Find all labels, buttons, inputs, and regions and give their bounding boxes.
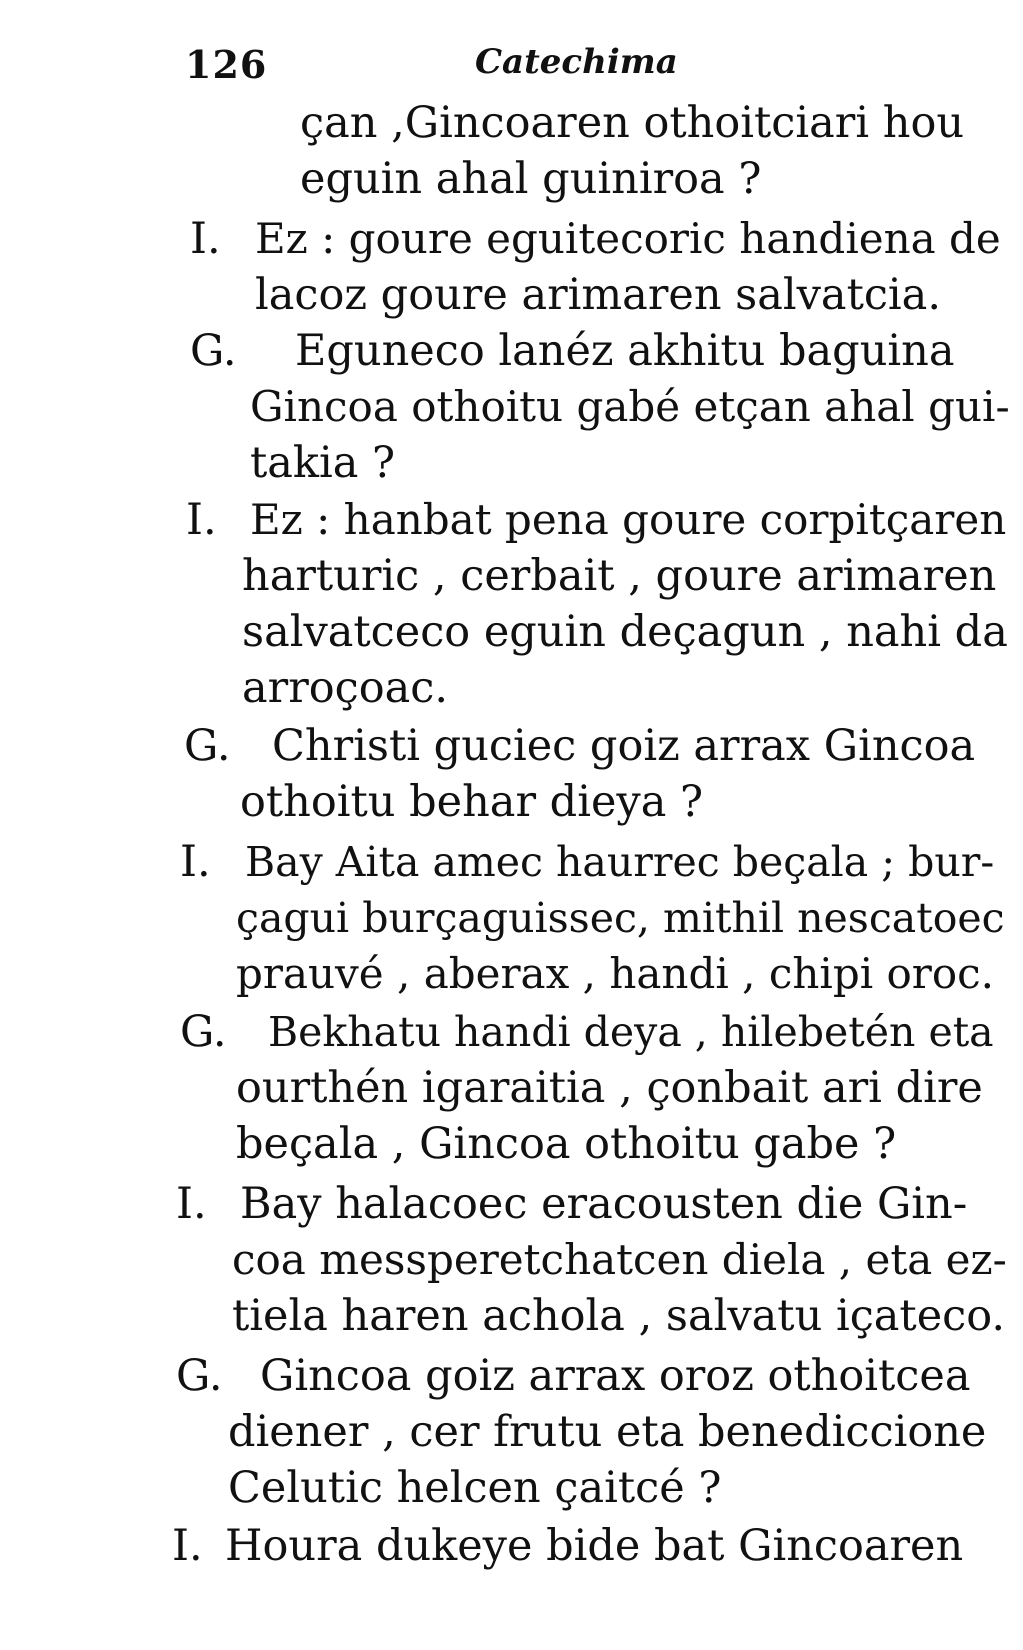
speaker-label: G.: [190, 326, 237, 376]
text-line: Houra dukeye bide bat Gincoaren: [225, 1521, 964, 1571]
speaker-label: I.: [172, 1521, 203, 1571]
text-line: Ez : goure eguitecoric handiena de: [255, 214, 1001, 263]
text-line: Gincoa goiz arrax oroz othoitcea: [260, 1351, 971, 1401]
text-line: beçala , Gincoa othoitu gabe ?: [236, 1119, 897, 1169]
text-line: Gincoa othoitu gabé etçan ahal gui-: [250, 382, 1010, 431]
text-line: Ez : hanbat pena goure corpitçaren: [250, 495, 1007, 544]
running-title: Catechima: [475, 42, 678, 82]
speaker-label: G.: [176, 1351, 223, 1401]
text-line: tiela haren achola , salvatu içateco.: [232, 1291, 1006, 1341]
text-line: Bay halacoec eracousten die Gin-: [240, 1179, 968, 1229]
text-line: Christi guciec goiz arrax Gincoa: [272, 721, 976, 771]
speaker-label: I.: [190, 214, 221, 264]
text-line: othoitu behar dieya ?: [240, 777, 704, 827]
text-line: harturic , cerbait , goure arimaren: [242, 551, 997, 601]
text-line: salvatceco eguin deçagun , nahi da: [242, 607, 1008, 657]
text-line: Celutic helcen çaitcé ?: [228, 1463, 722, 1513]
text-line: çagui burçaguissec, mithil nescatoec: [236, 894, 1005, 942]
text-line: çan ,Gincoaren othoitciari hou: [300, 98, 965, 148]
page-number: 126: [185, 42, 268, 87]
speaker-label: I.: [176, 1179, 207, 1229]
text-line: coa messperetchatcen diela , eta ez-: [232, 1235, 1007, 1284]
text-line: prauvé , aberax , handi , chipi oroc.: [236, 949, 995, 998]
speaker-label: I.: [186, 495, 217, 545]
text-line: lacoz goure arimaren salvatcia.: [255, 270, 941, 320]
text-line: arroçoac.: [242, 663, 448, 713]
speaker-label: G.: [180, 1007, 227, 1057]
page-header: [185, 42, 725, 92]
text-line: Bekhatu handi deya , hilebetén eta: [268, 1008, 994, 1056]
speaker-label: I.: [180, 837, 211, 887]
text-line: ourthén igaraitia , çonbait ari dire: [236, 1063, 983, 1113]
text-line: Bay Aita amec haurrec beçala ; bur-: [245, 838, 995, 886]
speaker-label: G.: [184, 721, 231, 771]
text-line: Eguneco lanéz akhitu baguina: [295, 326, 955, 376]
text-line: takia ?: [250, 438, 396, 488]
text-line: eguin ahal guiniroa ?: [300, 154, 762, 204]
text-line: diener , cer frutu eta benediccione: [228, 1407, 987, 1457]
